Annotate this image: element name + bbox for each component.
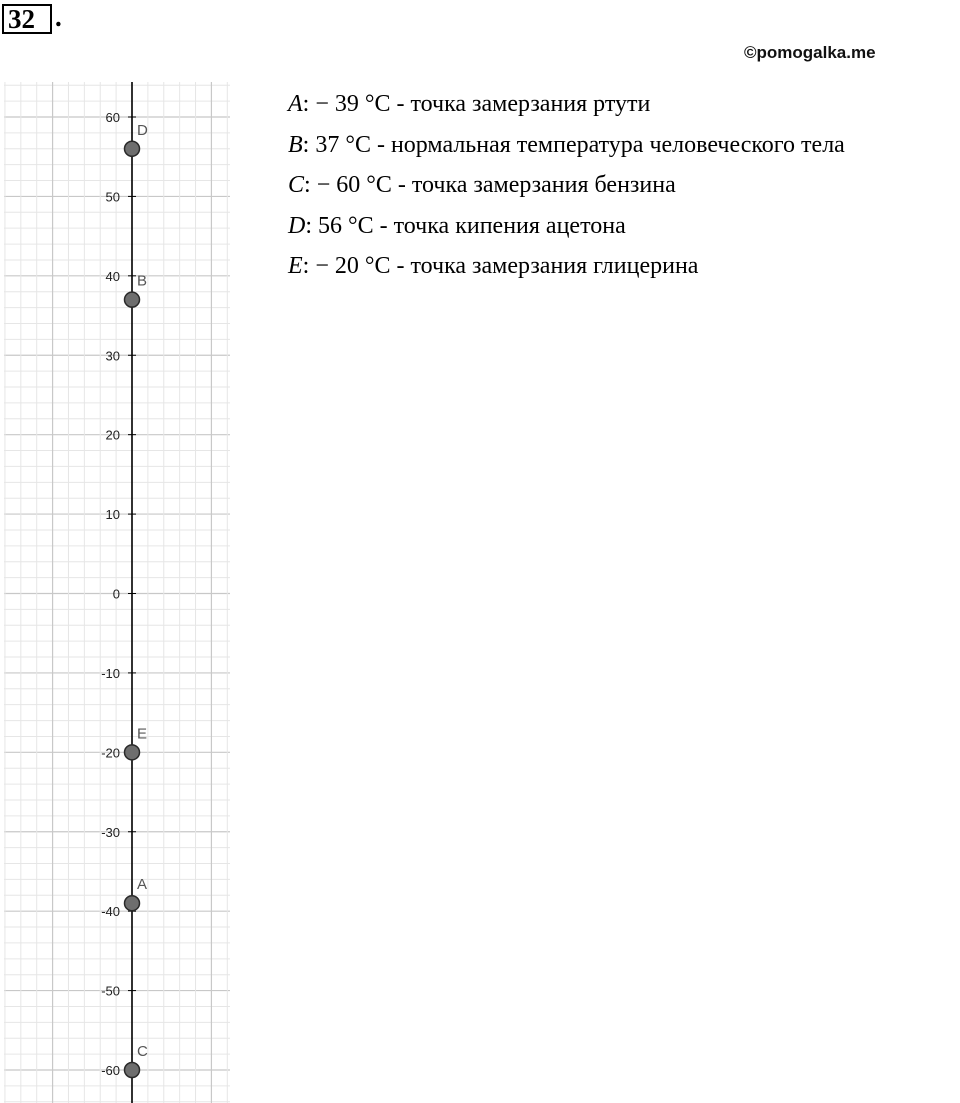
- statement-d: [288, 206, 960, 247]
- statement-b: [288, 125, 960, 166]
- tick-label: 30: [105, 348, 120, 364]
- point-d: [125, 141, 140, 156]
- point-label: A: [137, 876, 148, 894]
- statement-value: 56 °С: [318, 212, 374, 239]
- tick-label: 50: [105, 189, 120, 205]
- statement-text: - точка замерзания глицерина: [390, 253, 699, 279]
- statement-value: − 60 °С: [316, 172, 392, 198]
- problem-number-dot: .: [55, 2, 62, 32]
- point-e: [125, 745, 140, 760]
- statement-label: C: [288, 172, 305, 198]
- tick-label: 0: [112, 586, 120, 602]
- tick-label: -60: [101, 1063, 120, 1078]
- statement-separator: :: [305, 212, 319, 239]
- point-label: E: [137, 725, 148, 743]
- statement-value: − 20 °С: [315, 253, 391, 279]
- tick-label: 10: [105, 507, 120, 523]
- point-b: [125, 292, 140, 307]
- tick-label: 20: [105, 427, 120, 443]
- tick-label: -20: [101, 745, 120, 761]
- problem-number-text: 32: [8, 4, 35, 34]
- statement-text: - точка замерзания бензина: [391, 172, 676, 198]
- statement-label: D: [288, 212, 306, 239]
- statement-text: - нормальная температура человеческого тела: [370, 131, 845, 158]
- statement-separator: :: [304, 172, 317, 198]
- statement-c: [288, 165, 960, 206]
- statements-list: [288, 84, 960, 287]
- tick-label: -30: [101, 824, 120, 840]
- statement-e: [288, 246, 960, 287]
- statement-text: - точка кипения ацетона: [373, 212, 626, 239]
- temperature-number-line: [0, 0, 240, 1103]
- statement-label: B: [288, 131, 303, 158]
- statement-value: − 39 °С: [315, 91, 391, 117]
- points: [125, 122, 149, 1078]
- statement-a: [288, 84, 960, 125]
- point-c: [125, 1063, 140, 1078]
- statement-label: A: [288, 91, 303, 117]
- tick-label: 40: [105, 268, 120, 284]
- statement-value: 37 °С: [315, 131, 371, 158]
- statement-text: - точка замерзания ртути: [390, 91, 651, 117]
- tick-label: -10: [101, 665, 120, 681]
- statement-separator: :: [302, 131, 316, 158]
- tick-label: -40: [101, 904, 120, 920]
- point-a: [125, 896, 140, 911]
- statement-separator: :: [302, 253, 316, 279]
- statement-label: E: [288, 253, 303, 279]
- point-label: B: [137, 272, 148, 290]
- watermark: ©pomogalka.me: [744, 43, 876, 62]
- point-label: C: [137, 1043, 148, 1060]
- point-label: D: [137, 121, 148, 139]
- tick-label: 60: [105, 110, 120, 125]
- tick-label: -50: [101, 983, 120, 999]
- statement-separator: :: [302, 91, 316, 117]
